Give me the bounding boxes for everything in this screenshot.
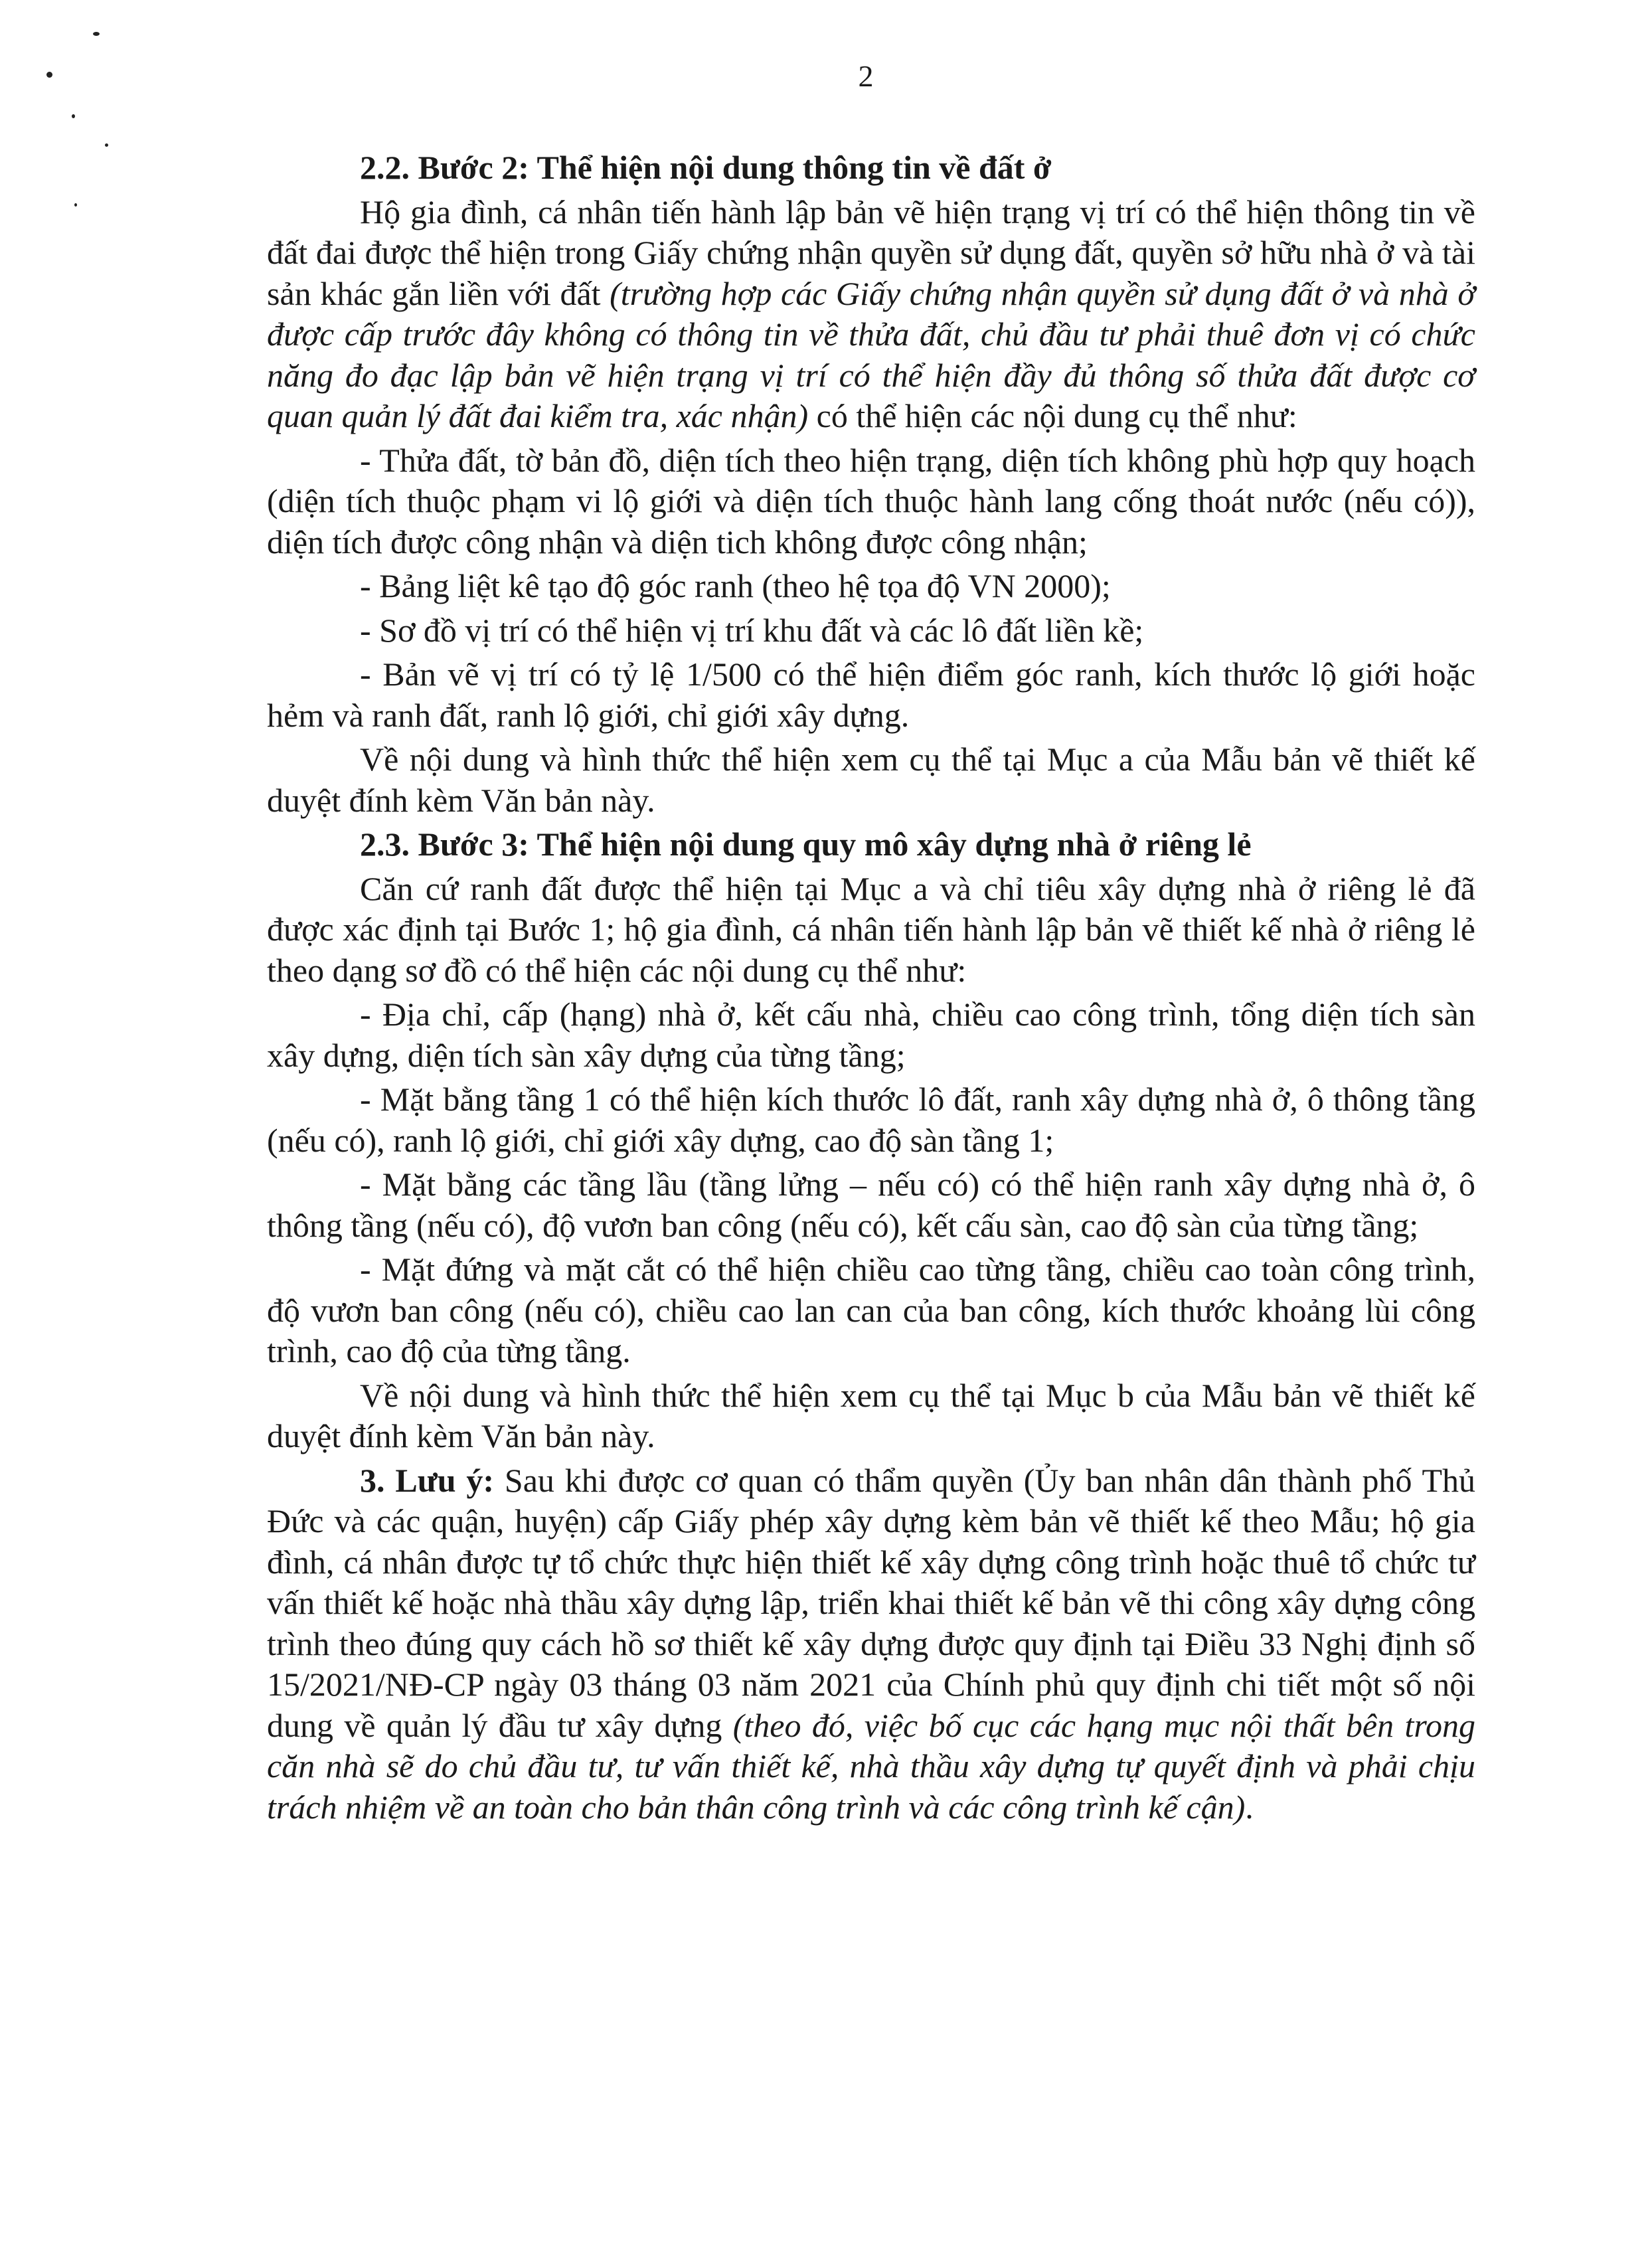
paragraph: Về nội dung và hình thức thể hiện xem cụ thể tại Mục a của Mẫu bản vẽ thiết kế duyệt đính kèm Văn bản này. <box>267 740 1475 819</box>
list-item: - Mặt đứng và mặt cắt có thể hiện chiều cao từng tầng, chiều cao toàn công trình, độ vươn ban công (nếu có), chiều cao lan can của ban công, kích thước khoảng lùi công trình, cao độ của từng tầng. <box>267 1251 1475 1369</box>
note-paragraph <box>267 1460 1475 1828</box>
text-run: có thể hiện các nội dung cụ thể như: <box>808 397 1297 434</box>
text-run: Sau khi được cơ quan có thẩm quyền (Ủy ban nhân dân thành phố Thủ Đức và các quận, huyện) cấp Giấy phép xây dựng kèm bản vẽ thiết kế theo Mẫu; hộ gia đình, cá nhân được tự tổ chức thực hiện thiết kế xây dựng công trình hoặc thuê tổ chức tư vấn thiết kế hoặc nhà thầu xây dựng lập, triển khai thiết kế bản vẽ thi công xây dựng công trình theo đúng quy cách hồ sơ thiết kế xây dựng được quy định tại Điều 33 Nghị định số 15/2021/NĐ-CP ngày 03 tháng 03 năm 2021 của Chính phủ quy định chi tiết một số nội dung về quản lý đầu tư xây dựng <box>267 1461 1476 1744</box>
section-heading-2-2: 2.2. Bước 2: Thể hiện nội dung thông tin về đất ở <box>360 149 1052 186</box>
list-item: - Bản vẽ vị trí có tỷ lệ 1/500 có thể hiện điểm góc ranh, kích thước lộ giới hoặc hẻm và ranh đất, ranh lộ giới, chỉ giới xây dựng. <box>267 655 1475 734</box>
text-run: Hộ gia đình, cá nhân tiến hành lập bản vẽ hiện trạng vị trí có thể hiện thông tin về đất đai được thể hiện trong Giấy chứng nhận quyền sử dụng đất, quyền sở hữu nhà ở và tài sản khác gắn liền với đất <box>267 193 1475 312</box>
paragraph: Về nội dung và hình thức thể hiện xem cụ thể tại Mục b của Mẫu bản vẽ thiết kế duyệt đính kèm Văn bản này. <box>267 1376 1475 1454</box>
list-item: - Mặt bằng các tầng lầu (tầng lửng – nếu có) có thể hiện ranh xây dựng nhà ở, ô thông tầng (nếu có), độ vươn ban công (nếu có), kết cấu sàn, cao độ sàn của từng tầng; <box>267 1166 1475 1244</box>
text-run: . <box>1245 1788 1254 1826</box>
scan-speck <box>72 114 75 118</box>
list-item: - Mặt bằng tầng 1 có thể hiện kích thước lô đất, ranh xây dựng nhà ở, ô thông tầng (nếu có), ranh lộ giới, chỉ giới xây dựng, cao độ sàn tầng 1; <box>267 1081 1475 1159</box>
scan-speck <box>105 143 108 147</box>
paragraph <box>267 192 1475 437</box>
document-body <box>267 147 1475 1828</box>
italic-text-run: (theo đó, việc bố cục các hạng mục nội thất bên trong căn nhà sẽ do chủ đầu tư, tư vấn thiết kế, nhà thầu xây dựng tự quyết định và phải chịu trách nhiệm về an toàn cho bản thân công trình và các công trình kế cận) <box>267 1706 1475 1826</box>
list-item: - Bảng liệt kê tạo độ góc ranh (theo hệ tọa độ VN 2000); <box>360 567 1111 604</box>
section-heading-2-3: 2.3. Bước 3: Thể hiện nội dung quy mô xây dựng nhà ở riêng lẻ <box>360 826 1252 863</box>
page-number: 2 <box>858 59 874 93</box>
scan-speck <box>74 203 77 207</box>
list-item: - Sơ đồ vị trí có thể hiện vị trí khu đất và các lô đất liền kề; <box>360 611 1144 649</box>
italic-text-run: (trường hợp các Giấy chứng nhận quyền sử dụng đất ở và nhà ở được cấp trước đây không có thông tin về thửa đất, chủ đầu tư phải thuê đơn vị có chức năng đo đạc lập bản vẽ hiện trạng vị trí có thể hiện đầy đủ thông số thửa đất được cơ quan quản lý đất đai kiểm tra, xác nhận) <box>267 274 1475 434</box>
paragraph: Căn cứ ranh đất được thể hiện tại Mục a và chỉ tiêu xây dựng nhà ở riêng lẻ đã được xác định tại Bước 1; hộ gia đình, cá nhân tiến hành lập bản vẽ thiết kế nhà ở riêng lẻ theo dạng sơ đồ có thể hiện các nội dung cụ thể như: <box>267 869 1475 989</box>
list-item: - Địa chỉ, cấp (hạng) nhà ở, kết cấu nhà, chiều cao công trình, tổng diện tích sàn xây dựng, diện tích sàn xây dựng của từng tầng; <box>267 996 1475 1074</box>
note-label: 3. Lưu ý: <box>360 1461 495 1499</box>
scan-speck <box>93 32 100 36</box>
scan-speck <box>46 72 52 78</box>
list-item: - Thửa đất, tờ bản đồ, diện tích theo hiện trạng, diện tích không phù hợp quy hoạch (diện tích thuộc phạm vi lộ giới và diện tích thuộc hành lang cống thoát nước (nếu có)), diện tích được công nhận và diện tich không được công nhận; <box>267 441 1475 561</box>
